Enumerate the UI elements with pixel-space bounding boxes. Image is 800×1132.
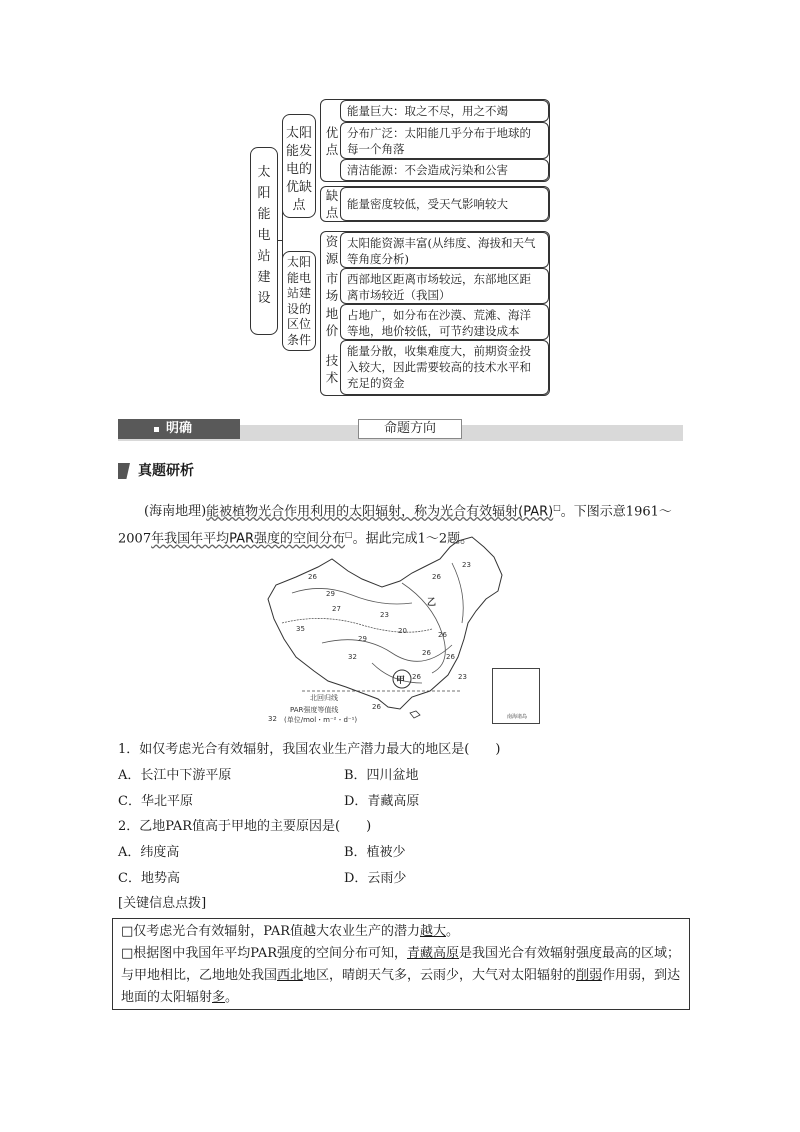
row-label-market: 市场	[325, 271, 339, 303]
contour-label: 23	[380, 611, 389, 619]
row-label-tech: 技术	[325, 353, 339, 385]
key-underline: 西北	[277, 968, 304, 983]
advantage-item: 分布广泛：太阳能几乎分布于地球的每一个角落	[340, 122, 549, 159]
contour-label: 26	[372, 703, 381, 711]
advantage-item: 清洁能源：不会造成污染和公害	[340, 159, 549, 181]
row-label-resource: 资源	[325, 234, 339, 266]
branch1-label: 太阳能发电的优缺点	[285, 126, 312, 213]
key-line-1-end: 。	[446, 924, 460, 939]
contour-label: 23	[458, 673, 467, 681]
contour-label: 27	[332, 605, 341, 613]
contour-label: 26	[438, 631, 447, 639]
mindmap-root	[250, 147, 278, 335]
disadvantage-item: 能量密度较低，受天气影响较大	[340, 187, 549, 221]
q1-option-a: A．长江中下游平原	[118, 768, 232, 783]
contour-label: 26	[412, 673, 421, 681]
key-line-2-text: 地区，晴朗天气多，云雨少，大气对太阳辐射的	[303, 968, 577, 983]
question-2-stem: 2．乙地PAR值高于甲地的主要原因是( )	[118, 819, 372, 834]
banner-right-label: 命题方向	[358, 419, 462, 439]
key-line-2-text: 是我国光合有效辐射强度最高的区域；与甲地相比，乙地地处我国	[121, 946, 681, 983]
row-text-market: 西部地区距离市场较远，东部地区距离市场较近（我国）	[340, 268, 549, 304]
section-banner	[118, 419, 683, 441]
contour-label: 29	[358, 635, 367, 643]
key-line-1	[121, 921, 681, 943]
key-line-2-text: 作用弱，到达地面的太阳辐射	[121, 968, 681, 1005]
key-underline: 削弱	[576, 968, 603, 983]
q1-option-b: B．四川盆地	[344, 768, 419, 783]
row-text-landprice: 占地广，如分布在沙漠、荒滩、海洋等地，地价较低，可节约建设成本	[340, 304, 549, 340]
sub-advantages-label: 优点	[325, 125, 339, 157]
row-text-resource: 太阳能资源丰富(从纬度、海拔和天气等角度分析)	[340, 232, 549, 268]
q2-option-a: A．纬度高	[118, 845, 180, 860]
contour-label: 35	[296, 625, 305, 633]
key-line-1-text: □仅考虑光合有效辐射，PAR值越大农业生产的潜力	[121, 924, 421, 939]
branch1-box	[282, 114, 316, 218]
key-underline: 越大	[420, 924, 447, 939]
note-mark: □	[553, 503, 561, 512]
contour-label: 26	[432, 573, 441, 581]
q1-option-c: C．华北平原	[118, 794, 193, 809]
key-line-2-end: 。	[225, 990, 239, 1005]
branch2-label: 太阳能电站建设的区位条件	[286, 255, 311, 347]
key-underline: 多	[212, 990, 226, 1005]
tropic-label: 北回归线	[310, 694, 338, 702]
q1-option-d: D．青藏高原	[344, 794, 420, 809]
intro-highlight-1: 能被植物光合作用利用的太阳辐射，称为光合有效辐射(PAR)	[206, 504, 554, 520]
inset-label: 南海诸岛	[507, 714, 528, 720]
q2-option-d: D．云雨少	[344, 871, 407, 886]
branch2-box	[282, 251, 316, 351]
contour-label: 32	[348, 653, 357, 661]
south-china-sea-inset	[492, 668, 540, 724]
intro-highlight-2: 年我国年平均PAR强度的空间分布	[151, 531, 346, 547]
section-bar-icon	[118, 463, 130, 479]
q2-option-b: B．植被少	[344, 845, 406, 860]
banner-left-label: 明确	[165, 421, 192, 436]
advantage-item: 能量巨大：取之不尽，用之不竭	[340, 100, 549, 122]
row-text-tech: 能量分散，收集难度大，前期资金投入较大，因此需要较高的技术水平和充足的资金	[340, 340, 549, 395]
legend-title: PAR强度等值线	[290, 706, 339, 714]
intro-source: (海南地理)	[144, 504, 207, 520]
contour-label: 26	[308, 573, 317, 581]
key-info-box	[112, 918, 690, 1010]
legend-value: 32	[268, 715, 277, 723]
point-jia-label: 甲	[396, 676, 406, 686]
legend-unit: (单位/mol・m⁻²・d⁻¹)	[284, 716, 358, 724]
q2-option-c: C．地势高	[118, 871, 180, 886]
key-line-2-text: □根据图中我国年平均PAR强度的空间分布可知，	[121, 946, 408, 961]
key-underline: 青藏高原	[407, 946, 460, 961]
contour-label: 26	[422, 649, 431, 657]
question-1-stem: 1．如仅考虑光合有效辐射，我国农业生产潜力最大的地区是( )	[118, 742, 501, 757]
intro-end: 。据此完成1～2题。	[352, 531, 474, 547]
note-mark: □	[345, 530, 353, 540]
mindmap-root-label: 太阳能电站建设	[257, 165, 271, 306]
section-title: 真题研析	[138, 463, 194, 479]
row-label-landprice: 地价	[325, 306, 339, 338]
key-info-heading: [关键信息点拨]	[118, 896, 207, 911]
key-line-2	[121, 943, 681, 1009]
contour-label: 29	[326, 590, 335, 598]
contour-label: 23	[462, 561, 471, 569]
sub-disadvantages-label: 缺点	[325, 188, 339, 220]
point-yi-label: 乙	[427, 598, 437, 608]
contour-label: 26	[446, 653, 455, 661]
intro-mid: 。下图示意1961～2007	[118, 504, 672, 547]
contour-label: 20	[398, 627, 407, 635]
